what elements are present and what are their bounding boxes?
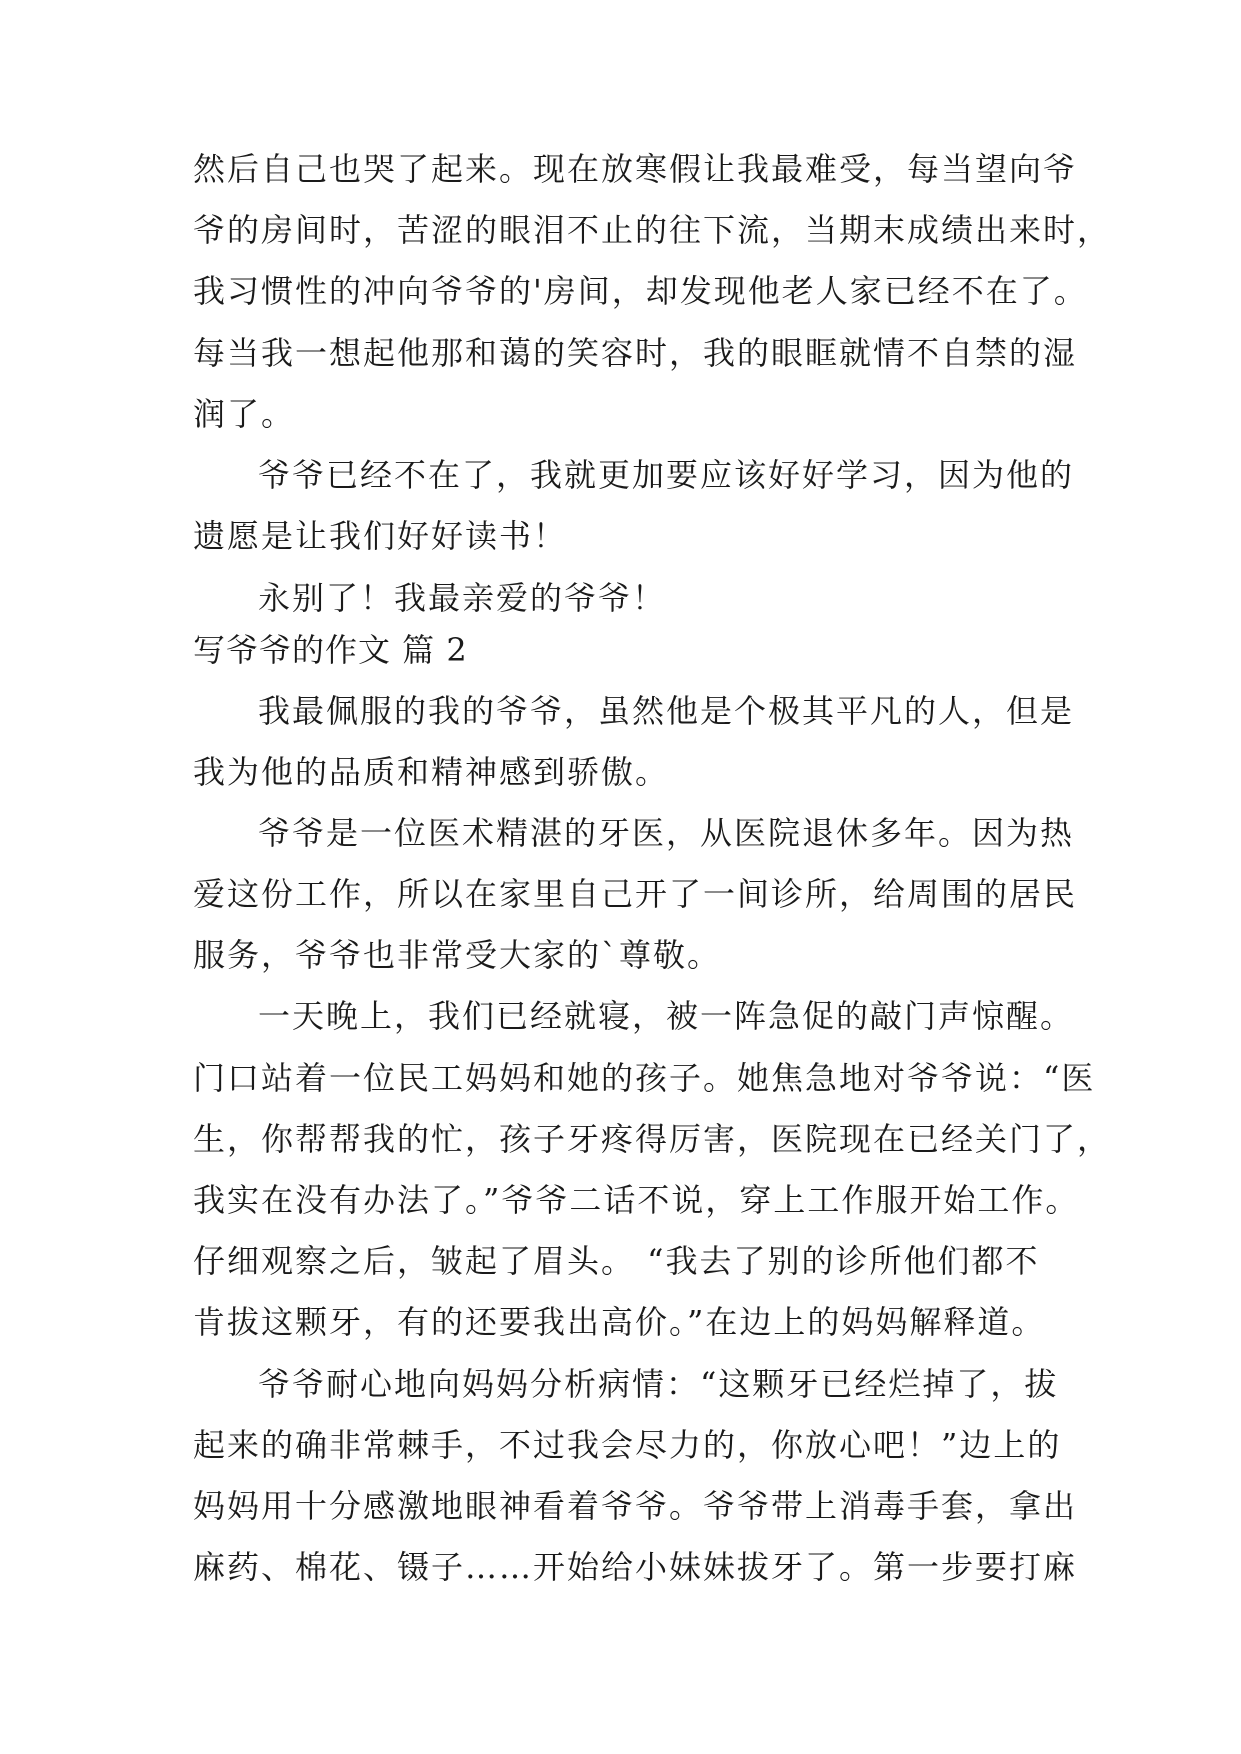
text-line: 每当我一想起他那和蔼的笑容时，我的眼眶就情不自禁的湿 xyxy=(193,334,1078,372)
text-line: 爷爷已经不在了，我就更加要应该好好学习，因为他的 xyxy=(258,456,1075,494)
text-line: 仔细观察之后，皱起了眉头。 “我去了别的诊所他们都不 xyxy=(193,1242,1040,1280)
text-line: 爷爷是一位医术精湛的牙医，从医院退休多年。因为热 xyxy=(258,814,1075,852)
text-line: 我最佩服的我的爷爷，虽然他是个极其平凡的人，但是 xyxy=(258,692,1075,730)
text-line: 门口站着一位民工妈妈和她的孩子。她焦急地对爷爷说：“医 xyxy=(193,1059,1096,1097)
text-line: 永别了！我最亲爱的爷爷！ xyxy=(258,579,667,617)
text-line: 肯拔这颗牙，有的还要我出高价。”在边上的妈妈解释道。 xyxy=(193,1303,1046,1341)
text-line: 我习惯性的冲向爷爷的'房间，却发现他老人家已经不在了。 xyxy=(193,272,1088,310)
text-line: 我为他的品质和精神感到骄傲。 xyxy=(193,753,670,791)
text-line: 生，你帮帮我的忙，孩子牙疼得厉害，医院现在已经关门了， xyxy=(193,1120,1112,1158)
section-heading: 写爷爷的作文 篇 2 xyxy=(193,631,468,669)
text-line: 然后自己也哭了起来。现在放寒假让我最难受，每当望向爷 xyxy=(193,150,1078,188)
text-line: 一天晚上，我们已经就寝，被一阵急促的敲门声惊醒。 xyxy=(258,997,1075,1035)
text-line: 爱这份工作，所以在家里自己开了一间诊所，给周围的居民 xyxy=(193,875,1078,913)
text-line: 遗愿是让我们好好读书！ xyxy=(193,517,568,555)
text-line: 润了。 xyxy=(193,395,296,433)
text-line: 麻药、棉花、镊子……开始给小妹妹拔牙了。第一步要打麻 xyxy=(193,1548,1078,1586)
text-line: 妈妈用十分感激地眼神看着爷爷。爷爷带上消毒手套，拿出 xyxy=(193,1487,1078,1525)
text-line: 起来的确非常棘手，不过我会尽力的，你放心吧！”边上的 xyxy=(193,1426,1062,1464)
text-line: 爷的房间时，苦涩的眼泪不止的往下流，当期末成绩出来时， xyxy=(193,211,1112,249)
text-line: 服务，爷爷也非常受大家的`尊敬。 xyxy=(193,936,722,974)
text-line: 我实在没有办法了。”爷爷二话不说，穿上工作服开始工作。 xyxy=(193,1181,1080,1219)
text-line: 爷爷耐心地向妈妈分析病情：“这颗牙已经烂掉了，拔 xyxy=(258,1365,1059,1403)
